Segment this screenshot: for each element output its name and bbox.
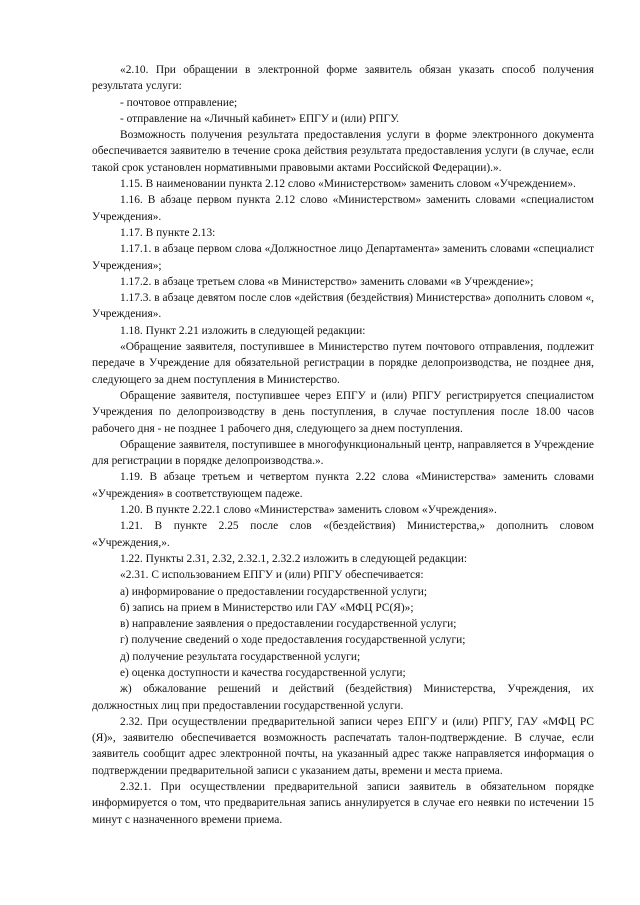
document-page: [92, 62, 594, 828]
paragraph: в) направление заявления о предоставлении государственной услуги;: [120, 618, 457, 631]
paragraph: д) получение результата государственной услуги;: [120, 650, 361, 663]
paragraph: 1.21. В пункте 2.25 после слов «(бездействия) Министерства,» дополнить словом «Учреждения,».: [92, 520, 594, 549]
paragraph: 1.15. В наименовании пункта 2.12 слово «Министерством» заменить словом «Учреждением».: [120, 178, 576, 191]
paragraph: 1.19. В абзаце третьем и четвертом пункта 2.22 слова «Министерства» заменить словами «Учреждения» в соответствующем падеже.: [92, 471, 594, 500]
paragraph: ж) обжалование решений и действий (бездействия) Министерства, Учреждения, их должностных лиц при предоставлении государственной услуги.: [92, 683, 594, 712]
paragraph: 1.17.2. в абзаце третьем слова «в Министерство» заменить словами «в Учреждение»;: [120, 275, 534, 288]
paragraph: 1.18. Пункт 2.21 изложить в следующей редакции:: [120, 324, 366, 337]
paragraph: «Обращение заявителя, поступившее в Министерство путем почтового отправления, подлежит передаче в Учреждение для обязательной регистрации в порядке делопроизводства, не позднее дня, следующего за днем поступления в Министерство.: [92, 341, 594, 386]
paragraph: Обращение заявителя, поступившее в многофункциональный центр, направляется в Учреждение для регистрации в порядке делопроизводства.».: [92, 438, 594, 468]
paragraph: 1.17.3. в абзаце девятом после слов «действия (бездействия) Министерства» дополнить словом «, Учреждения».: [92, 292, 594, 321]
paragraph: 1.16. В абзаце первом пункта 2.12 слово «Министерством» заменить словами «специалистом Учреждения».: [92, 194, 594, 223]
paragraph: 1.17.1. в абзаце первом слова «Должностное лицо Департамента» заменить словами «специалист Учреждения»;: [92, 243, 594, 272]
paragraph: Обращение заявителя, поступившее через ЕПГУ и (или) РПГУ регистрируется специалистом Учреждения по делопроизводству в день поступления, в случае поступления после 18.00 часов рабочего дня - не позднее 1 рабочего дня, следующего за днем поступления.: [92, 389, 594, 435]
paragraph: б) запись на прием в Министерство или ГАУ «МФЦ РС(Я)»;: [120, 601, 414, 614]
paragraph: 2.32. При осуществлении предварительной записи через ЕПГУ и (или) РПГУ, ГАУ «МФЦ РС (Я)», заявителю обеспечивается возможность распечатать талон-подтверждение. В случае, если заявитель сообщит адрес электронной почты, на указанный адрес также направляется информация о подтверждении предварительной записи с указанием даты, времени и места приема.: [92, 715, 594, 777]
paragraph: «2.31. С использованием ЕПГУ и (или) РПГУ обеспечивается:: [120, 569, 424, 582]
paragraph: 2.32.1. При осуществлении предварительной записи заявитель в обязательном порядке информируется о том, что предварительная запись аннулируется в случае его неявки по истечении 15 минут с назначенного времени приема.: [92, 781, 594, 826]
paragraph: 1.17. В пункте 2.13:: [120, 226, 216, 239]
paragraph: а) информирование о предоставлении государственной услуги;: [120, 585, 427, 598]
paragraph: - отправление на «Личный кабинет» ЕПГУ и (или) РПГУ.: [120, 112, 400, 125]
paragraph: - почтовое отправление;: [120, 96, 238, 109]
paragraph: е) оценка доступности и качества государственной услуги;: [120, 666, 406, 679]
paragraph: Возможность получения результата предоставления услуги в форме электронного документа обеспечивается заявителю в течение срока действия результата предоставления услуги (в случае, если такой срок установлен нормативными правовыми актами Российской Федерации).».: [92, 129, 594, 174]
paragraph: «2.10. При обращении в электронной форме заявитель обязан указать способ получения результата услуги:: [92, 64, 594, 93]
paragraph: г) получение сведений о ходе предоставления государственной услуги;: [120, 634, 466, 647]
paragraph: 1.22. Пункты 2.31, 2.32, 2.32.1, 2.32.2 изложить в следующей редакции:: [120, 552, 468, 565]
paragraph: 1.20. В пункте 2.22.1 слово «Министерства» заменить словом «Учреждения».: [120, 504, 497, 517]
